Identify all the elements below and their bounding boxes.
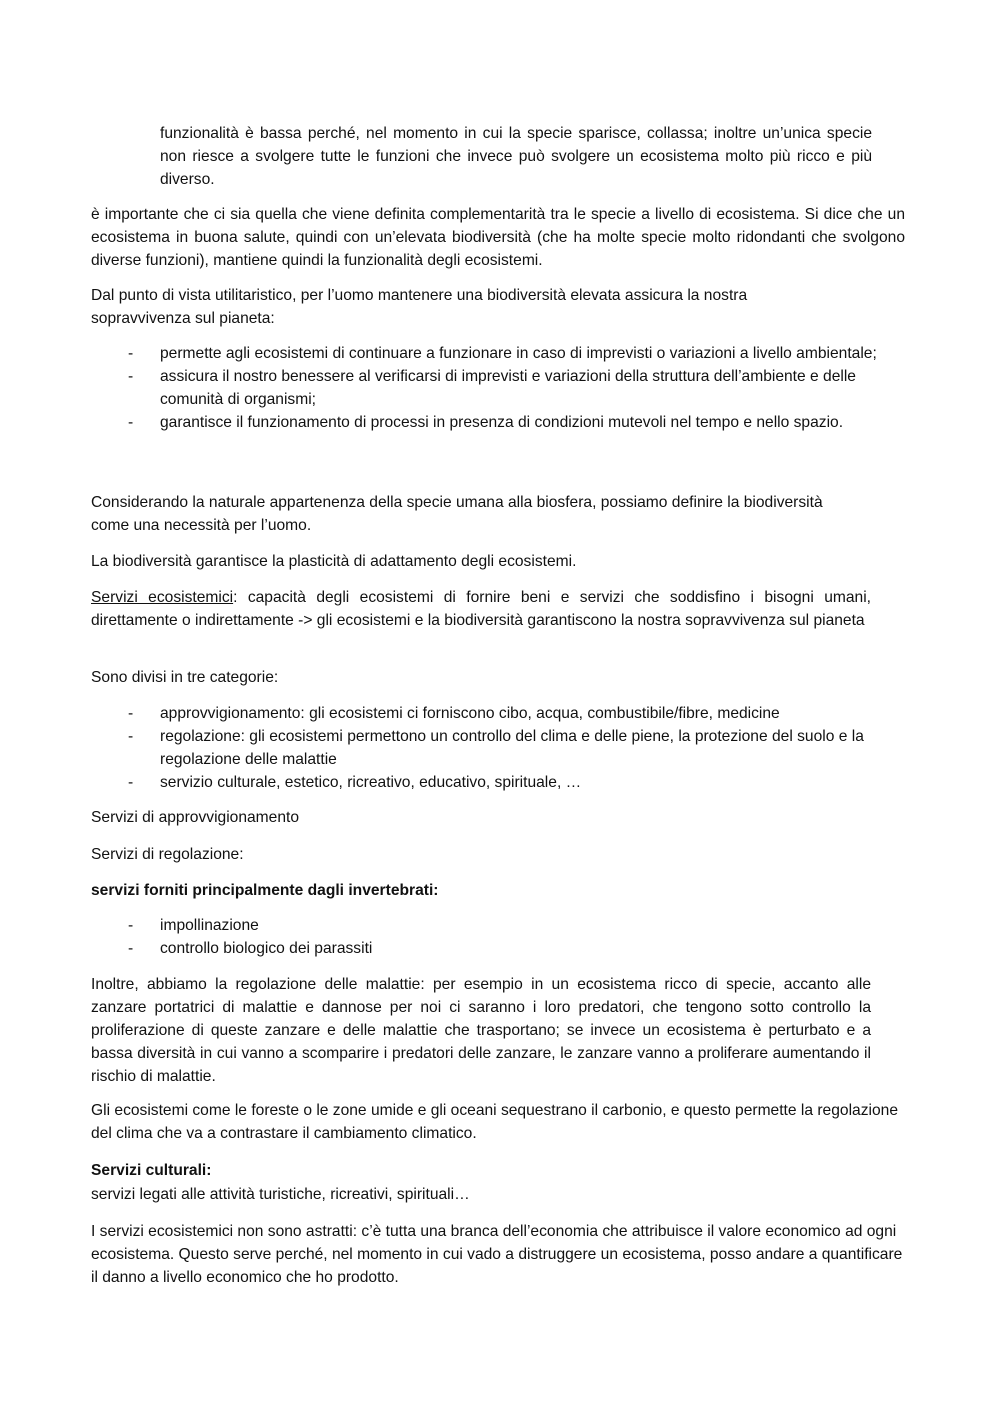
paragraph-continuation: funzionalità è bassa perché, nel momento in cui la specie sparisce, collassa; inoltre un’unica specie non riesce a svolgere tutte le funzioni che invece può svolgere un ecosistema molto più ricco e più diverso. [160,125,872,188]
list-item-text: approvvigionamento: gli ecosistemi ci forniscono cibo, acqua, combustibile/fibre, medicine [160,705,780,722]
paragraph-ecosystem-services [91,586,871,632]
bullet-dash: - [128,774,134,791]
definition-ecosystem-services: : capacità degli ecosistemi di fornire beni e servizi che soddisfino i bisogni umani, direttamente o indirettamente -> gli ecosistemi e la biodiversità garantiscono la nostra sopravvivenza sul pianeta [91,589,871,629]
list-item [91,365,881,411]
heading-provisioning: Servizi di approvvigionamento [91,809,300,826]
list-item [91,937,881,960]
bullet-dash: - [128,940,134,957]
paragraph-categories-intro: Sono divisi in tre categorie: [91,669,279,686]
paragraph-climate-regulation: Gli ecosistemi come le foreste o le zone umide e gli oceani sequestrano il carbonio, e questo permette la regolazione del clima che va a contrastare il cambiamento climatico. [91,1102,898,1142]
list-invertebrate-services [91,914,881,960]
list-item [91,342,881,365]
bullet-dash: - [128,345,134,362]
paragraph-cultural-services: servizi legati alle attività turistiche, ricreativi, spirituali… [91,1186,470,1203]
list-item [91,411,881,434]
bullet-dash: - [128,917,134,934]
list-item-text: servizio culturale, estetico, ricreativo, educativo, spirituale, … [160,774,582,791]
list-item-text: regolazione: gli ecosistemi permettono un controllo del clima e delle piene, la protezione del suolo e la regolazione delle malattie [160,728,864,768]
list-item [91,702,881,725]
list-item [91,914,881,937]
bullet-dash: - [128,414,134,431]
paragraph-economic-value: I servizi ecosistemici non sono astratti: c’è tutta una branca dell’economia che attribuisce il valore economico ad ogni ecosistema. Questo serve perché, nel momento in cui vado a distruggere un ecosistema, posso andare a quantificare il danno a livello economico che ho prodotto. [91,1223,903,1286]
list-item-text: garantisce il funzionamento di processi in presenza di condizioni mutevoli nel tempo e nello spazio. [160,414,844,431]
bullet-dash: - [128,728,134,745]
heading-cultural-services: Servizi culturali: [91,1162,212,1179]
bullet-dash: - [128,368,134,385]
paragraph-complementarity: è importante che ci sia quella che viene definita complementarità tra le specie a livello di ecosistema. Si dice che un ecosistema in buona salute, quindi con un’elevata biodiversità (che ha molte specie molto ridondanti che svolgono diverse funzioni), mantiene quindi la funzionalità degli ecosistemi. [91,206,905,269]
list-item-text: assicura il nostro benessere al verificarsi di imprevisti e variazioni della struttura dell’ambiente e delle comunità di organismi; [160,368,856,408]
heading-invertebrates: servizi forniti principalmente dagli invertebrati: [91,882,439,899]
paragraph-disease-regulation: Inoltre, abbiamo la regolazione delle malattie: per esempio in un ecosistema ricco di specie, accanto alle zanzare portatrici di malattie e dannose per noi ci saranno i loro predatori, che tengono sotto controllo la proliferazione di queste zanzare e delle malattie che trasportano; se invece un ecosistema è perturbato e a bassa diversità in cui vanno a scomparire i predatori delle zanzare, le zanzare vanno a proliferare aumentando il rischio di malattie. [91,976,871,1085]
paragraph-utilitarian: Dal punto di vista utilitaristico, per l’uomo mantenere una biodiversità elevata assicura la nostra sopravvivenza sul pianeta: [91,287,748,327]
term-ecosystem-services: Servizi ecosistemici [91,589,234,606]
list-item-text: controllo biologico dei parassiti [160,940,373,957]
list-item-text: impollinazione [160,917,259,934]
list-service-categories [91,702,881,794]
paragraph-plasticity: La biodiversità garantisce la plasticità di adattamento degli ecosistemi. [91,553,577,570]
list-biodiversity-benefits [91,342,881,434]
list-item-text: permette agli ecosistemi di continuare a funzionare in caso di imprevisti o variazioni a livello ambientale; [160,345,877,362]
list-item [91,771,881,794]
paragraph-necessity: Considerando la naturale appartenenza della specie umana alla biosfera, possiamo definire la biodiversità come una necessità per l’uomo. [91,494,823,534]
list-item [91,725,881,771]
bullet-dash: - [128,705,134,722]
heading-regulation: Servizi di regolazione: [91,846,244,863]
